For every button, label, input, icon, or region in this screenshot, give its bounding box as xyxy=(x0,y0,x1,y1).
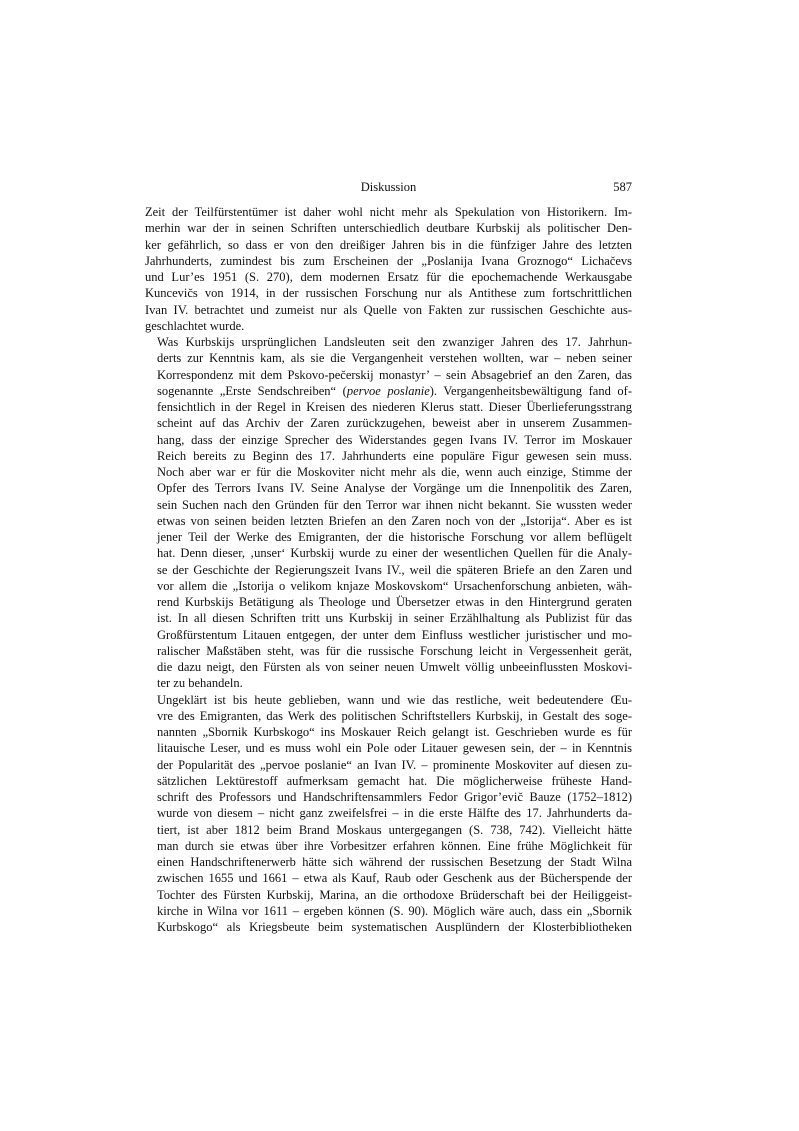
text-line: der Popularität des „pervoe poslanie“ an Ivan IV. – prominente Moskoviter auf diesen zu- xyxy=(157,757,632,772)
text-line: jener Teil der Werke des Emigranten, der die historische Forschung vor allem beflügelt xyxy=(157,530,632,544)
text-line: vor allem die „Istorija o velikom knjaze Moskovskom“ Ursachenforschung anbieten, wäh- xyxy=(157,578,632,593)
text-line: zwischen 1655 und 1661 – etwa als Kauf, Raub oder Geschenk aus der Bücherspende der xyxy=(157,871,632,886)
text-line-part: ). Vergangenheitsbewältigung fand of- xyxy=(429,383,632,398)
text-line: Tochter des Fürsten Kurbskij, Marina, an die orthodoxe Brüderschaft bei der Heiliggeist- xyxy=(157,887,632,902)
text-line xyxy=(145,383,632,399)
running-title: Diskussion xyxy=(360,180,417,194)
text-line: ralischer Maßstäben steht, was für die russische Forschung leicht in Vergessenheit gerät, xyxy=(157,643,632,658)
page-number: 587 xyxy=(613,180,632,194)
italic-term: pervoe poslanie xyxy=(346,383,430,398)
text-line: ist. In all diesen Schriften tritt uns Kurbskij in seiner Erzählhaltung als Publizist für das xyxy=(157,611,632,626)
text-line: ker gefährlich, so dass er von den dreißiger Jahren bis in die fünfziger Jahre des letzten xyxy=(145,237,632,252)
paragraph-1 xyxy=(145,204,632,334)
text-line: Noch aber war er für die Moskoviter nicht mehr als die, wenn auch einzige, Stimme der xyxy=(157,465,632,479)
text-line: Was Kurbskijs ursprünglichen Landsleuten seit den zwanziger Jahren des 17. Jahrhun- xyxy=(157,335,632,349)
text-line: scheint auf das Archiv der Zaren zurückzugehen, beweist aber in unserem Zusammen- xyxy=(157,416,632,431)
text-line: merhin war der in seinen Schriften unterschiedlich deutbare Kurbskij als politischer Den- xyxy=(145,221,632,236)
text-line: Kuncevičs von 1914, in der russischen Forschung nur als Antithese zum fortschrittlichen xyxy=(145,286,632,301)
text-line: man durch sie etwas über ihre Vorbesitzer erfahren können. Eine frühe Möglichkeit für xyxy=(157,838,632,853)
text-line: und Lur’es 1951 (S. 270), dem modernen Ersatz für die epochemachende Werkausgabe xyxy=(145,270,632,284)
text-line: fensichtlich in der Regel in Kreisen des niederen Klerus statt. Dieser Überlieferungsstrang xyxy=(157,400,632,414)
text-line: Zeit der Teilfürstentümer ist daher wohl nicht mehr als Spekulation von Historikern. Im- xyxy=(145,205,632,219)
text-line: Kurbskogo“ als Kriegsbeute beim systematischen Ausplündern der Klosterbibliotheken xyxy=(157,920,632,934)
text-line: ter zu behandeln. xyxy=(157,676,243,691)
text-line: derts zur Kenntnis kam, als sie die Vergangenheit verstehen wollten, war – neben seiner xyxy=(157,351,632,366)
text-line: Ungeklärt ist bis heute geblieben, wann und wie das restliche, weit bedeutendere Œu- xyxy=(157,692,632,707)
text-line: Korrespondenz mit dem Pskovo-pečerskij monastyr’ – sein Absagebrief an den Zaren, das xyxy=(157,367,632,382)
text-line: vre des Emigranten, das Werk des politischen Schriftstellers Kurbskij, in Gestalt des soge- xyxy=(157,708,632,723)
text-line: einen Handschriftenerwerb hätte sich während der russischen Besetzung der Stadt Wilna xyxy=(157,855,632,869)
text-line: rend Kurbskijs Betätigung als Theologe und Übersetzer etwas in den Hintergrund geraten xyxy=(157,595,632,609)
text-line: Jahrhunderts, zumindest bis zum Erscheinen der „Poslanija Ivana Groznogo“ Lichačevs xyxy=(145,253,632,268)
text-line-part: sogenannte „Erste Sendschreiben“ ( xyxy=(157,383,347,398)
text-line: geschlachtet wurde. xyxy=(145,318,245,333)
running-header xyxy=(145,179,632,195)
text-line: hat. Denn dieser, ‚unser‘ Kurbskij wurde zu einer der wesentlichen Quellen für die Analy- xyxy=(157,546,632,561)
paragraph-3 xyxy=(145,692,632,936)
text-line: etwas von seinen beiden letzten Briefen an den Zaren noch von der „Istorija“. Aber es ist xyxy=(157,513,632,528)
text-line: nannten „Sbornik Kurbskogo“ ins Moskauer Reich gelangt ist. Geschrieben wurde es für xyxy=(157,725,632,739)
body-text xyxy=(145,204,632,935)
text-line: die dazu neigt, den Fürsten als von seiner neuen Umwelt völlig unbeeinflussten Moskovi- xyxy=(157,660,632,674)
text-line: hang, dass der einzige Sprecher des Widerstandes gegen Ivans IV. Terror im Moskauer xyxy=(157,432,632,447)
text-line: sätzlichen Lektürestoff aufmerksam gemacht hat. Die möglicherweise früheste Hand- xyxy=(157,773,632,788)
text-line: litauische Leser, und es muss wohl ein Pole oder Litauer gewesen sein, der – in Kenntnis xyxy=(157,741,632,756)
text-line: se der Geschichte der Regierungszeit Ivans IV., weil die späteren Briefe an den Zaren und xyxy=(157,562,632,577)
text-line: Reich bereits zu Beginn des 17. Jahrhunderts eine populäre Figur gewesen sein muss. xyxy=(157,448,632,463)
text-line: tiert, ist aber 1812 beim Brand Moskaus untergegangen (S. 738, 742). Vielleicht hätte xyxy=(157,822,632,837)
text-line: Opfer des Terrors Ivans IV. Seine Analyse der Vorgänge um die Innenpolitik des Zaren, xyxy=(157,481,632,496)
text-line: schrift des Professors und Handschriftensammlers Fedor Grigor’evič Bauze (1752–1812) xyxy=(157,790,632,804)
text-line: kirche in Wilna vor 1611 – ergeben können (S. 90). Möglich wäre auch, dass ein „Sbornik xyxy=(157,903,632,918)
text-line: wurde von diesem – nicht ganz zweifelsfrei – in die erste Hälfte des 17. Jahrhunderts da- xyxy=(157,806,632,821)
text-line: sein Suchen nach den Gründen für den Terror war ihnen nicht bekannt. Sie wussten weder xyxy=(157,497,632,512)
text-line: Ivan IV. betrachtet und zumeist nur als Quelle von Fakten zur russischen Geschichte aus- xyxy=(145,302,632,317)
text-line: Großfürstentum Litauen entgegen, der unter dem Einfluss westlicher juristischer und mo- xyxy=(157,627,632,642)
paragraph-2 xyxy=(145,334,632,692)
